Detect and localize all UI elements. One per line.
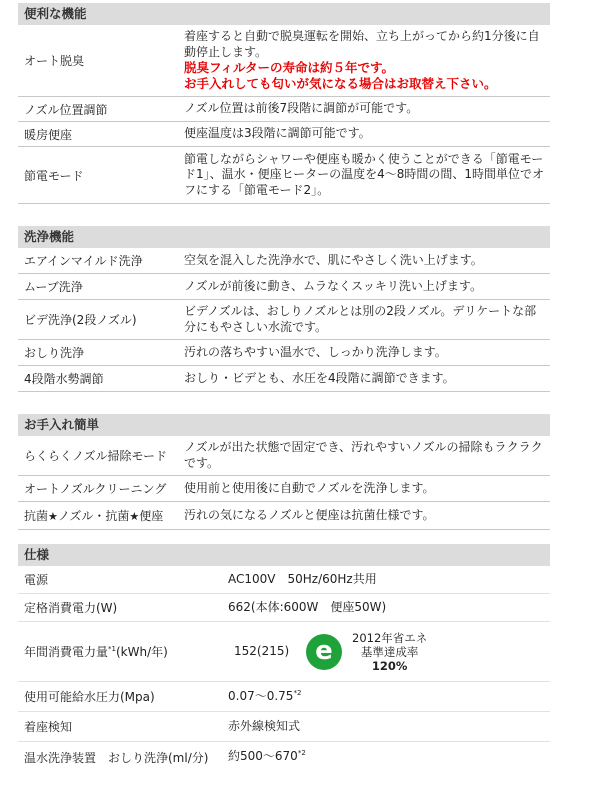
- feature-label: オート脱臭: [24, 54, 85, 68]
- feature-description: 空気を混入した洗浄水で、肌にやさしく洗い上げます。: [184, 252, 483, 267]
- feature-text: 着座すると自動で脱臭運転を開始、立ち上がってから約1分後に自動停止します。: [184, 29, 540, 59]
- feature-description: ノズル位置は前後7段階に調節が可能です。: [184, 101, 419, 116]
- feature-label: エアインマイルド洗浄: [24, 254, 143, 268]
- footnote-mark: *1: [108, 645, 116, 653]
- feature-description: 使用前と使用後に自動でノズルを洗浄します。: [184, 480, 435, 495]
- spec-label: 使用可能給水圧力(Mpa): [24, 690, 155, 704]
- spec-label: 定格消費電力(W): [24, 601, 118, 615]
- spec-value: [228, 631, 550, 673]
- label-part: 便座: [139, 509, 164, 523]
- spec-label: [18, 643, 228, 660]
- feature-row-power-saving: [18, 147, 550, 204]
- spec-label: 温水洗浄装置 おしり洗浄(ml/分): [24, 750, 209, 765]
- feature-description: おしり・ビデとも、水圧を4段階に調節できます。: [184, 370, 455, 385]
- section-convenience: [18, 3, 550, 204]
- spec-value: 赤外線検知式: [228, 718, 301, 733]
- spec-row-rear-wash-flow: [18, 742, 550, 772]
- energy-saving-e-mark-icon: e: [306, 634, 342, 670]
- annual-energy-value: 152(215): [234, 643, 290, 658]
- value-text: 0.07～0.75: [228, 688, 294, 703]
- energy-saving-achievement: [352, 631, 427, 673]
- value-text: 約500～670: [228, 749, 298, 764]
- feature-label: 4段階水勢調節: [24, 372, 104, 386]
- warning-text: 脱臭フィルターの寿命は約５年です。: [184, 60, 395, 75]
- feature-description: [184, 29, 550, 92]
- feature-label: [18, 507, 184, 524]
- feature-label: ムーブ洗浄: [24, 280, 83, 294]
- spec-row-water-pressure: [18, 682, 550, 712]
- spec-value: [228, 749, 550, 765]
- footnote-mark: *2: [293, 688, 302, 697]
- label-part: 年間消費電力量: [24, 645, 109, 659]
- feature-label: ノズル位置調節: [24, 102, 108, 117]
- feature-description: 汚れの落ちやすい温水で、しっかり洗浄します。: [184, 344, 447, 359]
- spec-row-annual-energy: [18, 622, 550, 682]
- feature-description: ノズルが前後に動き、ムラなくスッキリ洗い上げます。: [184, 278, 482, 293]
- spec-row-rated-power: [18, 594, 550, 622]
- section-specifications: [18, 544, 550, 772]
- section-washing: [18, 226, 550, 392]
- feature-row-auto-nozzle-cleaning: [18, 476, 550, 502]
- warning-text: お手入れしても匂いが気になる場合はお取替え下さい。: [184, 76, 497, 91]
- feature-row-nozzle-position: [18, 97, 550, 122]
- star-icon: ★: [48, 510, 58, 523]
- feature-description: ビデノズルは、おしりノズルとは別の2段ノズル。デリケートな部分にもやさしい水流です。: [184, 304, 537, 334]
- feature-label: 節電モード: [24, 168, 84, 183]
- eco-line: 2012年省エネ: [352, 630, 428, 645]
- footnote-mark: *2: [297, 749, 306, 758]
- section-title: 仕様: [18, 544, 550, 566]
- section-easy-care: [18, 414, 550, 530]
- feature-label: らくらくノズル掃除モード: [24, 449, 168, 463]
- label-part: ノズル・抗菌: [57, 509, 130, 523]
- feature-row-antibacterial: [18, 502, 550, 530]
- feature-row-move-wash: [18, 274, 550, 300]
- feature-description: ノズルが出た状態で固定でき、汚れやすいノズルの掃除もラクラクです。: [184, 440, 543, 470]
- feature-label: オートノズルクリーニング: [24, 482, 167, 496]
- spec-value: [228, 689, 550, 705]
- feature-label: 暖房便座: [24, 127, 73, 142]
- feature-row-heated-seat: [18, 122, 550, 147]
- feature-row-air-in-mild: [18, 248, 550, 274]
- feature-row-bidet-wash: [18, 300, 550, 340]
- eco-line: 基準達成率: [360, 644, 419, 659]
- feature-description: 便座温度は3段階に調節可能です。: [184, 126, 371, 141]
- feature-label: おしり洗浄: [24, 346, 85, 360]
- spec-label: 電源: [24, 573, 49, 587]
- spec-label: 着座検知: [24, 720, 73, 734]
- section-title: 洗浄機能: [18, 226, 550, 248]
- feature-description: 汚れの気になるノズルと便座は抗菌仕様です。: [184, 507, 435, 522]
- feature-row-nozzle-clean-mode: [18, 436, 550, 476]
- section-title: 便利な機能: [18, 3, 550, 25]
- section-title: お手入れ簡単: [18, 414, 550, 436]
- star-icon: ★: [129, 510, 140, 523]
- feature-row-auto-deodorize: [18, 25, 550, 97]
- spec-row-power-source: [18, 566, 550, 594]
- feature-description: 節電しながらシャワーや便座も暖かく使うことができる「節電モード1」、温水・便座ヒーターの温度を4～8時間の間、1時間単位でオフにする「節電モード2」。: [184, 151, 545, 197]
- eco-rate: 120%: [371, 658, 408, 673]
- feature-row-rear-wash: [18, 340, 550, 366]
- label-part: 抗菌: [24, 509, 49, 523]
- spec-value: 662(本体:600W 便座50W): [228, 599, 387, 614]
- feature-row-water-pressure: [18, 366, 550, 392]
- spec-value: AC100V 50Hz/60Hz共用: [228, 571, 377, 586]
- label-part: (kWh/年): [115, 645, 168, 659]
- spec-row-seat-detection: [18, 712, 550, 742]
- feature-label: ビデ洗浄(2段ノズル): [24, 313, 137, 327]
